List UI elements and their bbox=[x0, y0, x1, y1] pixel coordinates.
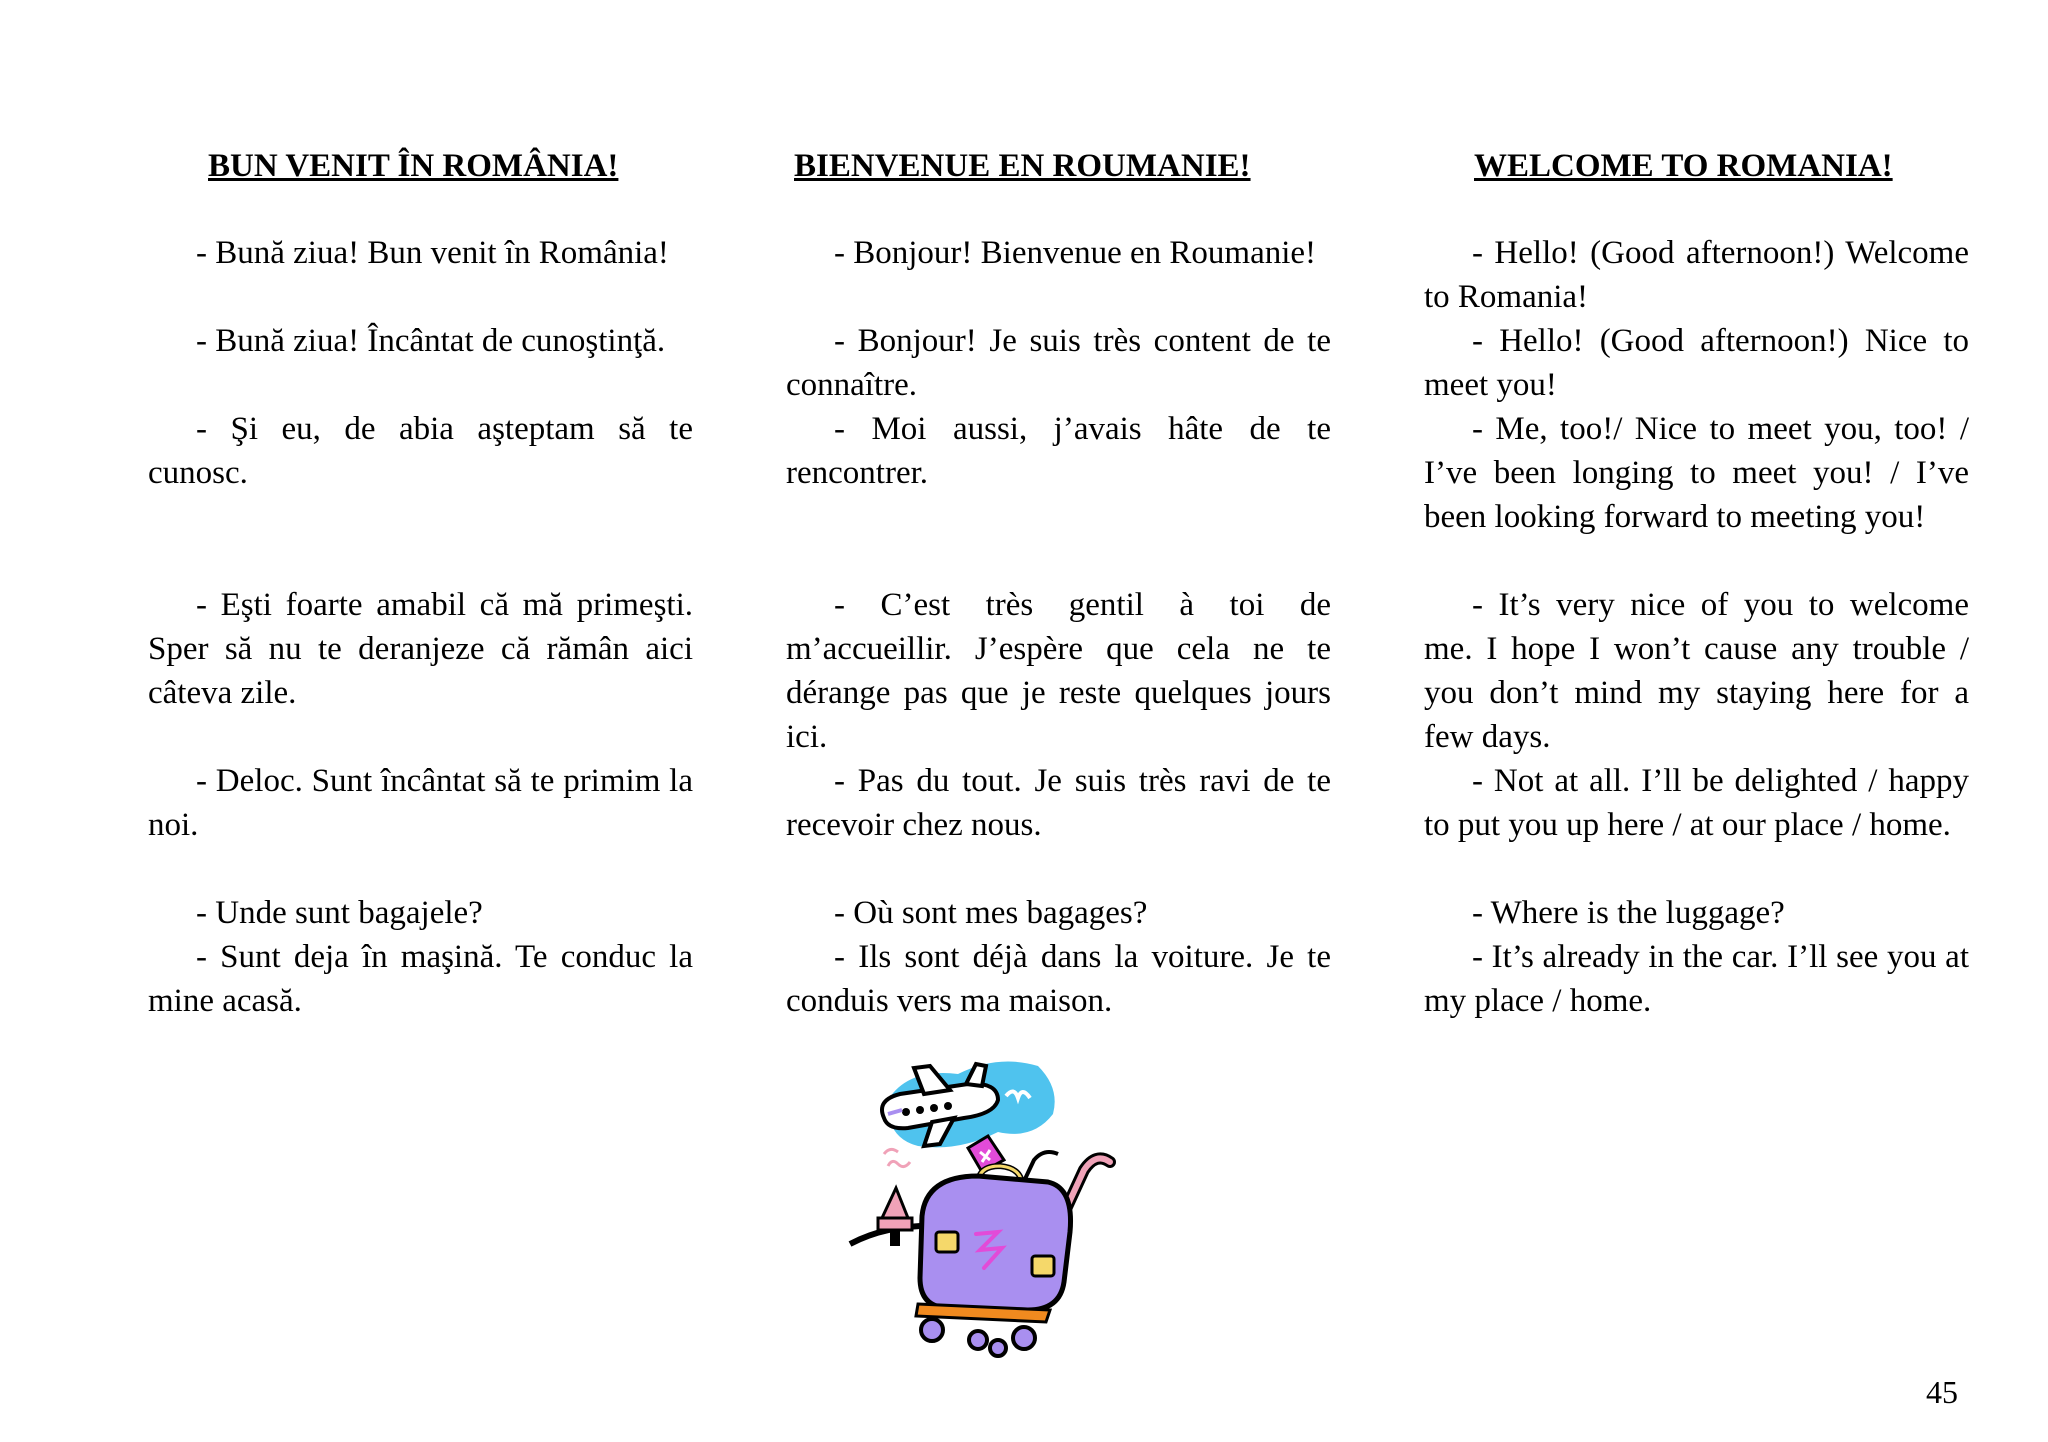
dialogue-line: - Où sont mes bagages? bbox=[834, 895, 1148, 931]
dialogue-line: - Not at all. I’ll be delighted / happy to put you up here / at our place / home. bbox=[1424, 763, 1969, 843]
dialogue-line: - Where is the luggage? bbox=[1472, 895, 1785, 931]
dialogue-line: - Bonjour! Je suis très content de te connaître. bbox=[786, 323, 1331, 403]
dialogue-line: - Bonjour! Bienvenue en Roumanie! bbox=[834, 235, 1317, 271]
dialogue-line: - Ils sont déjà dans la voiture. Je te conduis vers ma maison. bbox=[786, 939, 1331, 1019]
page-number: 45 bbox=[1926, 1374, 1958, 1410]
dialogue-line: - Şi eu, de abia aşteptam să te cunosc. bbox=[148, 411, 693, 491]
dialogue-line: - It’s very nice of you to welcome me. I hope I won’t cause any trouble / you don’t mind my staying here for a few days. bbox=[1424, 587, 1969, 755]
title-french: BIENVENUE EN ROUMANIE! bbox=[794, 148, 1251, 184]
dialogue-line: - Bună ziua! Încântat de cunoştinţă. bbox=[196, 323, 666, 359]
suitcase-icon bbox=[920, 1166, 1071, 1310]
dialogue-line: - Hello! (Good afternoon!) Nice to meet you! bbox=[1424, 323, 1969, 403]
dialogue-line: - Deloc. Sunt încântat să te primim la noi. bbox=[148, 763, 693, 843]
dialogue-line: - C’est très gentil à toi de m’accueillir. J’espère que cela ne te dérange pas que je reste quelques jours ici. bbox=[786, 587, 1331, 755]
dialogue-line: - Pas du tout. Je suis très ravi de te recevoir chez nous. bbox=[786, 763, 1331, 843]
dialogue-line: - Me, too!/ Nice to meet you, too! / I’ve been longing to meet you! / I’ve been looking forward to meeting you! bbox=[1424, 411, 1969, 535]
dialogue-line: - Unde sunt bagajele? bbox=[196, 895, 483, 931]
dialogue-line: - Sunt deja în maşină. Te conduc la mine acasă. bbox=[148, 939, 693, 1019]
title-english: WELCOME TO ROMANIA! bbox=[1474, 148, 1893, 184]
dialogue-line: - Hello! (Good afternoon!) Welcome to Romania! bbox=[1424, 235, 1969, 315]
dialogue-line: - Moi aussi, j’avais hâte de te rencontrer. bbox=[786, 411, 1331, 491]
dialogue-line: - Bună ziua! Bun venit în România! bbox=[196, 235, 669, 271]
title-romanian: BUN VENIT ÎN ROMÂNIA! bbox=[208, 148, 619, 184]
dialogue-line: - Eşti foarte amabil că mă primeşti. Sper să nu te deranjeze că rămân aici câteva zile. bbox=[148, 587, 693, 711]
travel-luggage-clipart-icon bbox=[848, 1048, 1148, 1368]
dialogue-line: - It’s already in the car. I’ll see you at my place / home. bbox=[1424, 939, 1969, 1019]
